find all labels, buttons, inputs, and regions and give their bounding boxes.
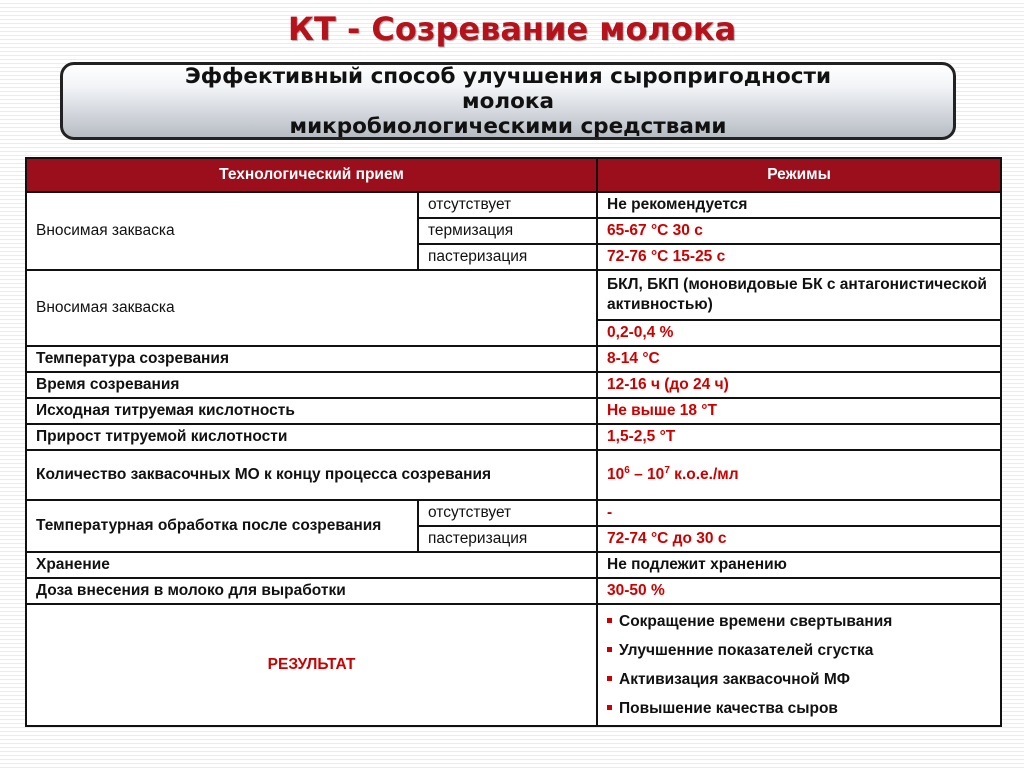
heat-mode: -	[597, 500, 1001, 526]
starter-mode: Не рекомендуется	[597, 192, 1001, 218]
row-value: 8-14 °С	[597, 346, 1001, 372]
table-row	[26, 500, 1001, 526]
result-label: РЕЗУЛЬТАТ	[26, 604, 597, 726]
subtitle-line-3: микробиологическими средствами	[289, 114, 727, 139]
count-unit: к.о.е./мл	[669, 466, 739, 483]
row-value: Не выше 18 °Т	[597, 398, 1001, 424]
starter-method: пастеризация	[418, 244, 597, 270]
row-value: 12-16 ч (до 24 ч)	[597, 372, 1001, 398]
row-label: Количество заквасочных МО к концу процесса созревания	[26, 450, 597, 500]
heat-method: отсутствует	[418, 500, 597, 526]
starter-method: отсутствует	[418, 192, 597, 218]
bullet-icon	[607, 705, 612, 710]
table-row	[26, 192, 1001, 218]
subtitle-line-2: молока	[462, 89, 554, 114]
table-row	[26, 450, 1001, 500]
starter-culture-type: БКЛ, БКП (моновидовые БК с антагонистической активностью)	[597, 270, 1001, 320]
result-item	[607, 607, 991, 636]
row-label: Исходная титруемая кислотность	[26, 398, 597, 424]
table-row	[26, 270, 1001, 320]
result-list	[607, 607, 991, 723]
row-label: Прирост титруемой кислотности	[26, 424, 597, 450]
table-row	[26, 346, 1001, 372]
table-header-row	[26, 158, 1001, 192]
count-exp-1: 6	[624, 464, 630, 476]
table-row	[26, 552, 1001, 578]
microbe-count-value	[597, 450, 1001, 500]
starter-label-1: Вносимая закваска	[26, 192, 418, 270]
starter-method: термизация	[418, 218, 597, 244]
row-label: Хранение	[26, 552, 597, 578]
result-item	[607, 694, 991, 723]
row-value: 30-50 %	[597, 578, 1001, 604]
result-item	[607, 636, 991, 665]
result-item-text: Активизация заквасочной МФ	[619, 671, 851, 688]
result-item-text: Сокращение времени свертывания	[619, 613, 893, 630]
process-table	[25, 157, 1002, 727]
row-label: Температура созревания	[26, 346, 597, 372]
heat-mode: 72-74 °С до 30 с	[597, 526, 1001, 552]
starter-mode: 65-67 °С 30 с	[597, 218, 1001, 244]
result-item-text: Улучшенние показателей сгустка	[619, 642, 874, 659]
starter-dose: 0,2-0,4 %	[597, 320, 1001, 346]
bullet-icon	[607, 647, 612, 652]
page-title: КТ - Созревание молока	[287, 10, 737, 48]
table-row	[26, 578, 1001, 604]
count-exp-2: 7	[664, 464, 670, 476]
row-label: Время созревания	[26, 372, 597, 398]
bullet-icon	[607, 618, 612, 623]
result-list-cell	[597, 604, 1001, 726]
table-row	[26, 398, 1001, 424]
count-mid: – 10	[629, 466, 665, 483]
heat-method: пастеризация	[418, 526, 597, 552]
table-row	[26, 372, 1001, 398]
result-item-text: Повышение качества сыров	[619, 700, 838, 717]
row-label: Доза внесения в молоко для выработки	[26, 578, 597, 604]
starter-mode: 72-76 °С 15-25 с	[597, 244, 1001, 270]
bullet-icon	[607, 676, 612, 681]
subtitle-line-1: Эффективный способ улучшения сыропригодности	[184, 64, 832, 89]
table-row	[26, 424, 1001, 450]
row-value: Не подлежит хранению	[597, 552, 1001, 578]
result-item	[607, 665, 991, 694]
header-modes: Режимы	[597, 158, 1001, 192]
subtitle-banner	[60, 62, 956, 140]
count-base: 10	[607, 466, 625, 483]
header-technique: Технологический прием	[26, 158, 597, 192]
starter-label-2: Вносимая закваска	[26, 270, 597, 346]
table-row	[26, 604, 1001, 726]
heat-label: Температурная обработка после созревания	[26, 500, 418, 552]
subtitle-text	[63, 64, 953, 139]
row-value: 1,5-2,5 °Т	[597, 424, 1001, 450]
